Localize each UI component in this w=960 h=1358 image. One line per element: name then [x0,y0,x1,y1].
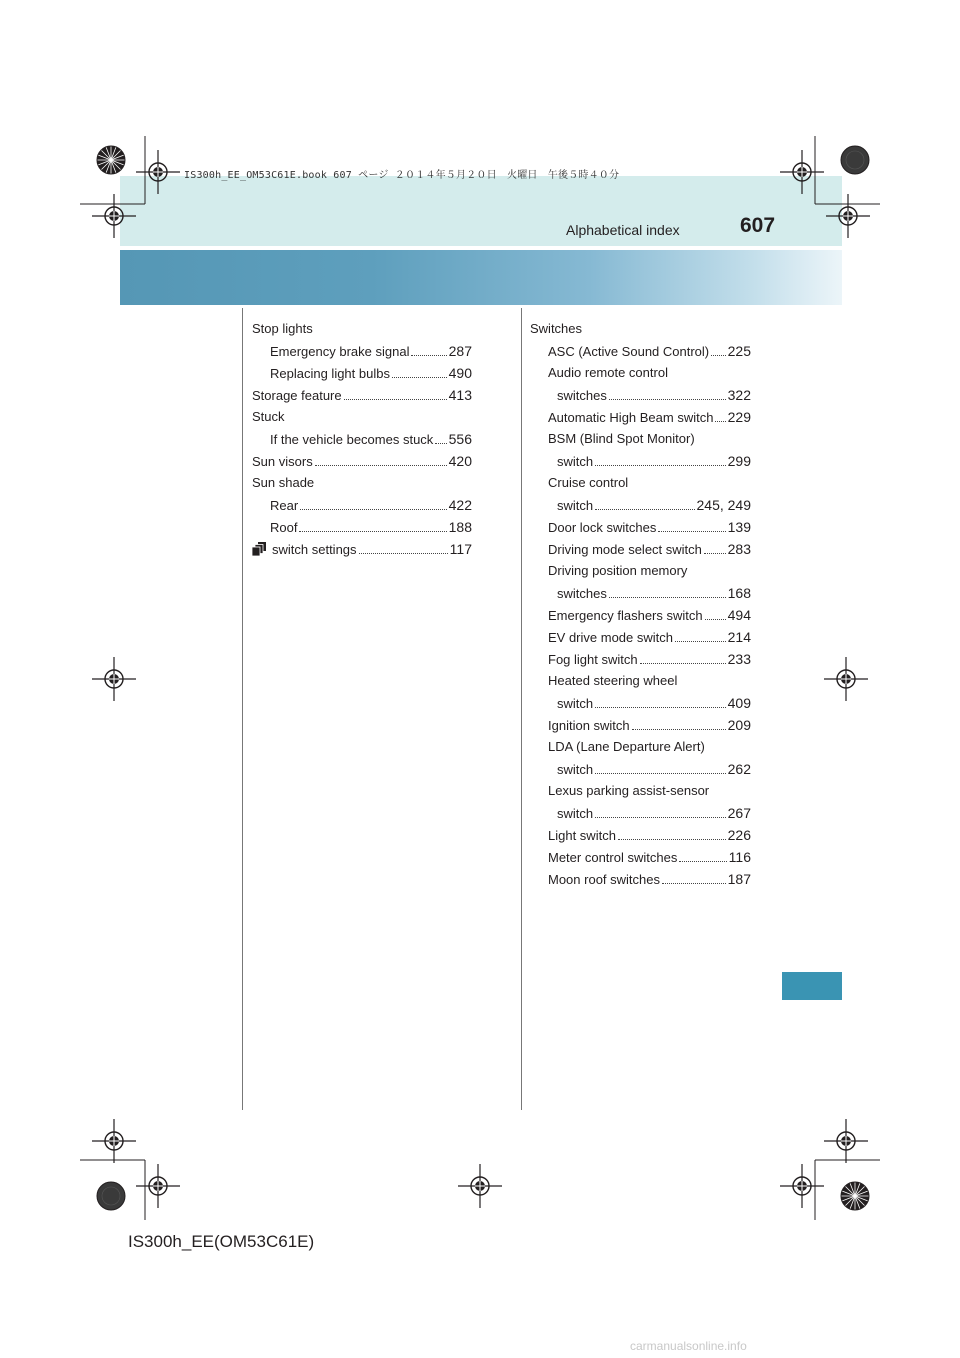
index-heading-text: Switches [530,321,583,336]
page-ref[interactable]: 322 [727,387,751,403]
registration-mark-right-middle [824,657,868,701]
entry-text: Driving position memory [548,563,688,578]
watermark: carmanualsonline.info [630,1339,747,1353]
page-ref[interactable]: 299 [727,453,751,469]
page-ref[interactable]: 409 [727,695,751,711]
registration-mark-top-left-2 [92,194,136,238]
entry-text: ASC (Active Sound Control) [548,344,710,359]
page-ref[interactable]: 168 [727,585,751,601]
entry-text: switch [557,454,594,469]
entry-text: Cruise control [548,475,629,490]
page-ref[interactable]: 233 [727,651,751,667]
registration-mark-top-left [136,150,180,194]
registration-mark-bottom-left [92,1119,136,1163]
page-ref[interactable]: 188 [448,519,472,535]
page-ref[interactable]: 287 [448,343,472,359]
registration-star-top-left [97,146,125,174]
index-heading-text: Stuck [252,409,285,424]
entry-text: switches [557,586,607,601]
entry-text: Automatic High Beam switch [548,410,714,425]
entry-text: Rear [270,498,299,513]
entry-text: Heated steering wheel [548,673,678,688]
page-ref[interactable]: 267 [727,805,751,821]
entry-text: Emergency flashers switch [548,608,703,623]
page-ref[interactable]: 494 [727,607,751,623]
entry-text: Meter control switches [548,850,678,865]
page-number: 607 [740,214,776,237]
page-ref[interactable]: 556 [448,431,472,447]
page-ref[interactable]: 413 [448,387,472,403]
page-ref[interactable]: 226 [727,827,751,843]
entry-text: switches [557,388,607,403]
registration-dot-bottom-left [97,1182,125,1210]
entry-text: switch settings [272,542,357,557]
entry-text: Storage feature [252,388,342,403]
registration-mark-bottom-center [458,1164,502,1208]
registration-mark-bottom-right [824,1119,868,1163]
section-title: Alphabetical index [566,222,680,238]
entry-text: switch [557,498,594,513]
registration-mark-bottom-right-2 [780,1164,824,1208]
page-ref[interactable]: 229 [727,409,751,425]
page-ref[interactable]: 245, 249 [696,497,751,513]
entry-text: Fog light switch [548,652,638,667]
registration-dot-top-right [841,146,869,174]
entry-text: Ignition switch [548,718,630,733]
entry-text: BSM (Blind Spot Monitor) [548,431,695,446]
page-ref[interactable]: 209 [727,717,751,733]
index-heading-text: Sun shade [252,475,315,490]
page-ref[interactable]: 422 [448,497,472,513]
entry-text: Light switch [548,828,616,843]
registration-mark-top-right [780,150,824,194]
registration-mark-top-right-2 [826,194,870,238]
entry-text: Driving mode select switch [548,542,702,557]
entry-text: LDA (Lane Departure Alert) [548,739,705,754]
entry-text: Moon roof switches [548,872,660,887]
entry-text: Door lock switches [548,520,657,535]
entry-text: EV drive mode switch [548,630,673,645]
registration-mark-left-middle [92,657,136,701]
print-info: IS300h_EE_OM53C61E.book 607 ページ ２０１４年５月２０日 火曜日 午後５時４０分 [184,170,620,181]
entry-text: switch [557,696,594,711]
entry-text: Sun visors [252,454,313,469]
entry-text: Lexus parking assist-sensor [548,783,710,798]
page-ref[interactable]: 187 [727,871,751,887]
entry-text: If the vehicle becomes stuck [270,432,434,447]
registration-mark-bottom-left-2 [136,1164,180,1208]
page-ref[interactable]: 420 [448,453,472,469]
entry-text: switch [557,806,594,821]
page-ref[interactable]: 225 [727,343,751,359]
page-ref[interactable]: 262 [727,761,751,777]
entry-text: Replacing light bulbs [270,366,390,381]
page-ref[interactable]: 283 [727,541,751,557]
page-ref[interactable]: 490 [448,365,472,381]
page-ref[interactable]: 117 [449,541,472,557]
index-heading-text: Stop lights [252,321,313,336]
entry-text: Audio remote control [548,365,668,380]
document-code: IS300h_EE(OM53C61E) [128,1232,315,1251]
entry-text: Emergency brake signal [270,344,410,359]
page-ref[interactable]: 139 [727,519,751,535]
entry-text: Roof [270,520,298,535]
page-ref[interactable]: 214 [727,629,751,645]
entry-text: switch [557,762,594,777]
registration-star-bottom-right [841,1182,869,1210]
page-ref[interactable]: 116 [728,849,751,865]
